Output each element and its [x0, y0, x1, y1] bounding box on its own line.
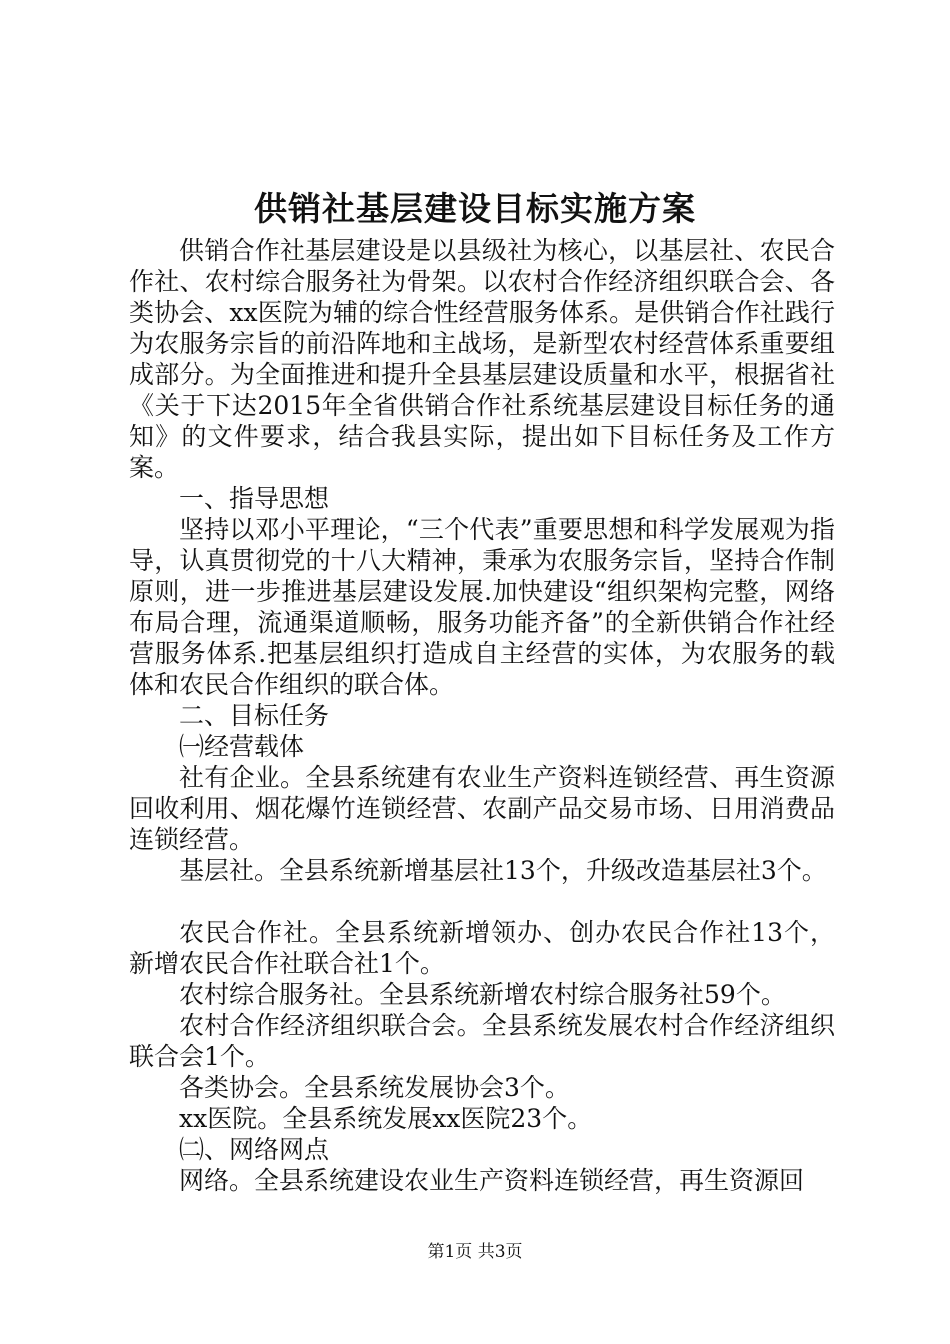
paragraph-rural-federation: 农村合作经济组织联合会。全县系统发展农村合作经济组织联合会1个。 — [129, 1011, 835, 1071]
blank-line — [129, 886, 835, 917]
intro-paragraph: 供销合作社基层建设是以县级社为核心，以基层社、农民合作社、农村综合服务社为骨架。以农村合作经济组织联合会、各类协会、xx医院为辅的综合性经营服务体系。是供销合作社践行为农服务宗旨的前沿阵地和主战场，是新型农村经营体系重要组成部分。为全面推进和提升全县基层建设质量和水平，根据省社《关于下达2015年全省供销合作社系统基层建设目标任务的通知》的文件要求，结合我县实际，提出如下目标任务及工作方案。 — [129, 236, 835, 482]
section-heading-targets: 二、目标任务 — [179, 701, 330, 730]
paragraph-farmer-coops: 农民合作社。全县系统新增领办、创办农民合作社13个，新增农民合作社联合社1个。 — [129, 918, 835, 978]
section-heading-guiding-thought: 一、指导思想 — [179, 484, 330, 513]
document-body — [129, 235, 835, 1196]
paragraph-grassroots-coops: 基层社。全县系统新增基层社13个，升级改造基层社3个。 — [179, 856, 827, 885]
guiding-thought-paragraph: 坚持以邓小平理论，“三个代表”重要思想和科学发展观为指导，认真贯彻党的十八大精神，秉承为农服务宗旨，坚持合作制原则，进一步推进基层建设发展.加快建设“组织架构完整，网络布局合理，流通渠道顺畅，服务功能齐备”的全新供销合作社经营服务体系.把基层组织打造成自主经营的实体，为农服务的载体和农民合作组织的联合体。 — [129, 515, 835, 699]
paragraph-hospitals: xx医院。全县系统发展xx医院23个。 — [179, 1104, 593, 1133]
subsection-heading-business-carriers: ㈠经营载体 — [179, 732, 305, 761]
paragraph-enterprises: 社有企业。全县系统建有农业生产资料连锁经营、再生资源回收利用、烟花爆竹连锁经营、农副产品交易市场、日用消费品连锁经营。 — [129, 763, 835, 854]
paragraph-associations: 各类协会。全县系统发展协会3个。 — [179, 1073, 570, 1102]
document-title: 供销社基层建设目标实施方案 — [254, 189, 696, 228]
paragraph-rural-service-coops: 农村综合服务社。全县系统新增农村综合服务社59个。 — [179, 980, 786, 1009]
paragraph-network: 网络。全县系统建设农业生产资料连锁经营，再生资源回 — [179, 1166, 805, 1195]
subsection-heading-network: ㈡、网络网点 — [179, 1135, 330, 1164]
page-footer: 第1页 共3页 — [427, 1242, 523, 1262]
